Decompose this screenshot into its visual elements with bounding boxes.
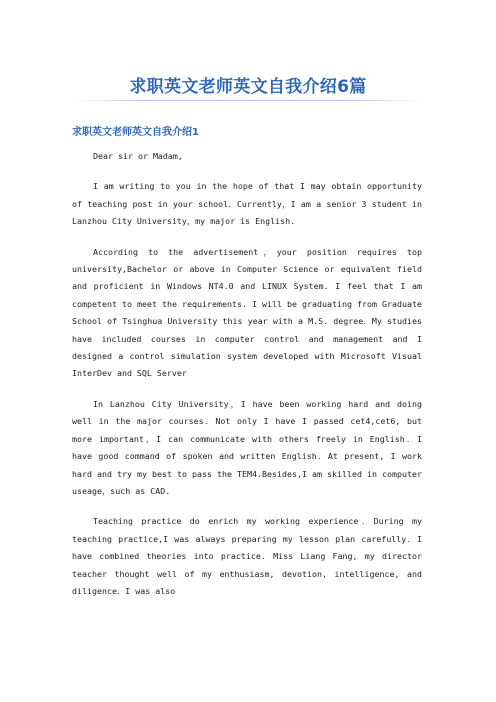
paragraph-salutation: Dear sir or Madam, — [93, 151, 183, 161]
document-title: 求职英文老师英文自我介绍6篇 — [129, 77, 367, 97]
letter-body — [72, 148, 422, 613]
paragraph-intro: I am writing to you in the hope of that I may obtain opportunity of teaching post in your school．Currently，I am a senior 3 student in Lanzhou City University，my major is English. — [72, 181, 422, 227]
section-heading: 求职英文老师英文自我介绍1 — [72, 127, 199, 138]
paragraph-studies: In Lanzhou City University，I have been working hard and doing well in the major courses．Not only I have I passed cet4,cet6, but more important，I can communicate with others freely in English．I have good command of spoken and written English．At present, I work hard and try my best to pass the TEM4.Besides,I am skilled in computer useage，such as CAD. — [72, 398, 422, 496]
paragraph-requirements: According to the advertisement，your position requires top university,Bachelor or above in Computer Science or equivalent field and proficient in Windows NT4.0 and LINUX System. I feel that I am competent to meet the requirements. I will be graduating from Graduate School of Tsinghua University this year with a M.S. degree．My studies have included courses in computer control and management and I designed a control simulation system developed with Microsoft Visual InterDev and SQL Server — [72, 246, 422, 379]
title-divider — [72, 100, 424, 101]
paragraph-teaching-practice: Teaching practice do enrich my working experience．During my teaching practice,I was always preparing my lesson plan carefully．I have combined theories into practice. Miss Liang Fang, my director teacher thought well of my enthusiasm, devotion, intelligence, and diligence．I was also — [72, 516, 422, 596]
